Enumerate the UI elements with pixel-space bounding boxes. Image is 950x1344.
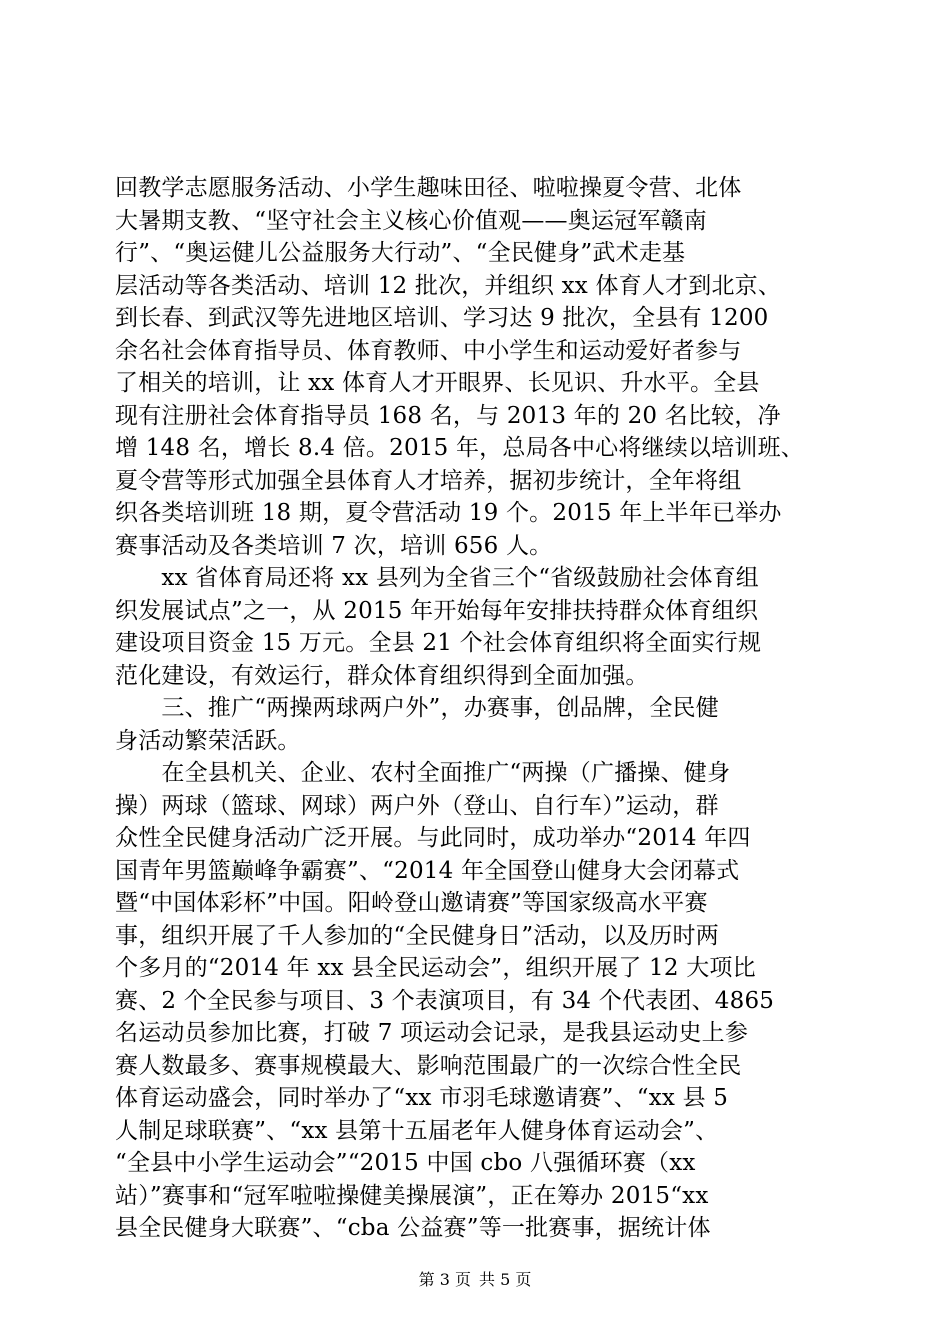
text-line: 织发展试点”之一，从 2015 年开始每年安排扶持群众体育组织 [115,597,759,624]
text-line: 体育运动盛会，同时举办了“xx 市羽毛球邀请赛”、“xx 县 5 [115,1085,729,1111]
page-number: 第 3 页 [418,1270,471,1289]
text-line: 建设项目资金 15 万元。全县 21 个社会体育组织将全面实行规 [115,630,762,656]
text-line: 行”、“奥运健儿公益服务大行动”、“全民健身”武术走基 [115,240,686,266]
text-line: 了相关的培训，让 xx 体育人才开眼界、长见识、升水平。全县 [115,370,760,396]
text-line: 现有注册社会体育指导员 168 名，与 2013 年的 20 名比较，净 [115,402,781,429]
text-line: 层活动等各类活动、培训 12 批次，并组织 xx 体育人才到北京、 [115,272,782,299]
text-line: 县全民健身大联赛”、“cba 公益赛”等一批赛事，据统计体 [115,1215,711,1241]
page-footer [0,1268,950,1292]
text-line: 众性全民健身活动广泛开展。与此同时，成功举办“2014 年四 [115,825,751,851]
text-line: 事，组织开展了千人参加的“全民健身日”活动，以及历时两 [115,922,719,949]
text-line: 暨“中国体彩杯”中国。阳岭登山邀请赛”等国家级高水平赛 [115,890,708,916]
text-line: 赛、2 个全民参与项目、3 个表演项目，有 34 个代表团、4865 [115,987,775,1014]
text-line: 增 148 名，增长 8.4 倍。2015 年，总局各中心将继续以培训班、 [115,435,804,461]
text-line: 赛事活动及各类培训 7 次，培训 656 人。 [115,532,553,559]
document-body [115,172,840,1245]
text-line: 三、推广“两操两球两户外”，办赛事，创品牌，全民健 [115,695,719,721]
text-line: 余名社会体育指导员、体育教师、中小学生和运动爱好者参与 [115,337,742,364]
text-line: 在全县机关、企业、农村全面推广“两操（广播操、健身 [115,760,731,786]
text-line: 夏令营等形式加强全县体育人才培养，据初步统计，全年将组 [115,467,742,494]
text-line: 操）两球（篮球、网球）两户外（登山、自行车）”运动，群 [115,792,719,819]
text-line: xx 省体育局还将 xx 县列为全省三个“省级鼓励社会体育组 [115,565,759,591]
page-total: 共 5 页 [479,1270,532,1289]
text-line: 身活动繁荣活跃。 [115,727,301,754]
text-line: 大暑期支教、“坚守社会主义核心价值观——奥运冠军赣南 [115,207,707,234]
text-line: 名运动员参加比赛，打破 7 项运动会记录，是我县运动史上参 [115,1020,749,1046]
text-line: 国青年男篮巅峰争霸赛”、“2014 年全国登山健身大会闭幕式 [115,857,740,884]
text-line: 到长春、到武汉等先进地区培训、学习达 9 批次，全县有 1200 [115,305,769,331]
text-line: 人制足球联赛”、“xx 县第十五届老年人健身体育运动会”、 [115,1117,719,1144]
text-line: 个多月的“2014 年 xx 县全民运动会”，组织开展了 12 大项比 [115,955,756,981]
text-line: 回教学志愿服务活动、小学生趣味田径、啦啦操夏令营、北体 [115,175,742,201]
text-line: 站）”赛事和“冠军啦啦操健美操展演”，正在筹办 2015“xx [115,1182,709,1209]
text-line: “全县中小学生运动会”“2015 中国 cbo 八强循环赛（xx [115,1150,696,1176]
text-line: 织各类培训班 18 期，夏令营活动 19 个。2015 年上半年已举办 [115,500,782,526]
text-line: 范化建设，有效运行，群众体育组织得到全面加强。 [115,662,649,689]
text-line: 赛人数最多、赛事规模最大、影响范围最广的一次综合性全民 [115,1052,742,1079]
